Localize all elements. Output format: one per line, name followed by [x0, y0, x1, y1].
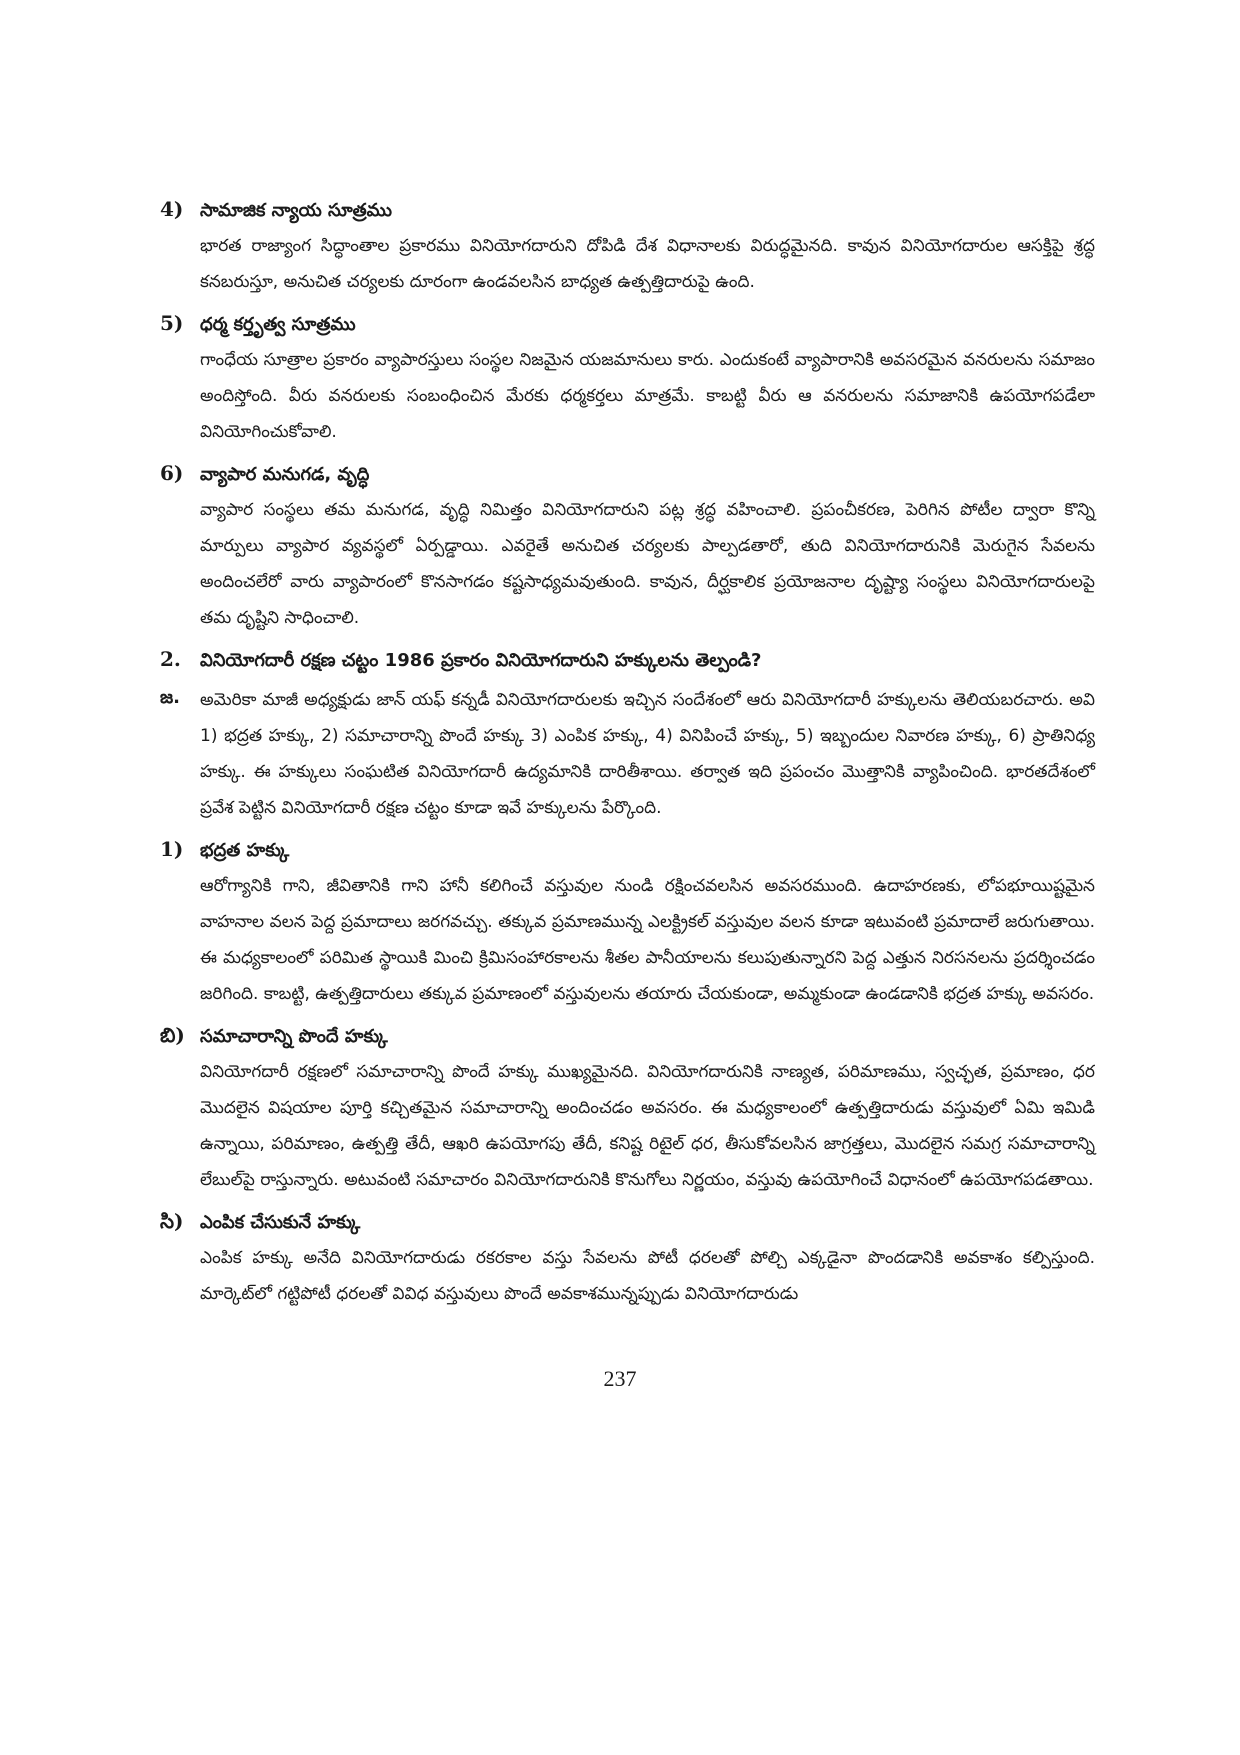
section-heading-right-to-safety: [160, 834, 1095, 866]
section-body: వినియోగదారీ రక్షణలో సమాచారాన్ని పొందే హక్కు ముఖ్యమైనది. వినియోగదారునికి నాణ్యత, పరిమాణము, స్వచ్ఛత, ప్రమాణం, ధర మొదలైన విషయాల పూర్తి కచ్చితమైన సమాచారాన్ని అందించడం అవసరం. ఈ మధ్యకాలంలో ఉత్పత్తిదారుడు వస్తువులో ఏమి ఇమిడి ఉన్నాయి, పరిమాణం, ఉత్పత్తి తేదీ, ఆఖరి ఉపయోగపు తేదీ, కనిష్ట రిటైల్ ధర, తీసుకోవలసిన జాగ్రత్తలు, మొదలైన సమగ్ర సమాచారాన్ని లేబుల్‌పై రాస్తున్నారు. అటువంటి సమాచారం వినియోగదారునికి కొనుగోలు నిర్ణయం, వస్తువు ఉపయోగించే విధానంలో ఉపయోగపడతాయి.: [200, 1062, 1095, 1190]
section-title: భద్రత హక్కు: [200, 840, 290, 861]
section-heading-business-survival: [160, 458, 1095, 490]
question-number: 2.: [160, 647, 181, 671]
question-heading: [160, 644, 1095, 676]
page-content: [160, 186, 1095, 1312]
section-body: వ్యాపార సంస్థలు తమ మనుగడ, వృద్ధి నిమిత్తం వినియోగదారుని పట్ల శ్రద్ధ వహించాలి. ప్రపంచీకరణ, పెరిగిన పోటీల ద్వారా కొన్ని మార్పులు వ్యాపార వ్యవస్థలో ఏర్పడ్డాయి. ఎవరైతే అనుచిత చర్యలకు పాల్పడతారో, తుది వినియోగదారునికి మెరుగైన సేవలను అందించలేరో వారు వ్యాపారంలో కొనసాగడం కష్టసాధ్యమవుతుంది. కావున, దీర్ఘకాలిక ప్రయోజనాల దృష్ట్యా సంస్థలు వినియోగదారులపై తమ దృష్టిని సాధించాలి.: [200, 500, 1095, 628]
answer-block: [160, 680, 1095, 826]
section-title: ధర్మ కర్తృత్వ సూత్రము: [200, 314, 356, 335]
section-title: సామాజిక న్యాయ సూత్రము: [200, 200, 392, 221]
section-heading-right-to-choose: [160, 1206, 1095, 1238]
section-number: 6): [160, 461, 184, 485]
question-text: వినియోగదారీ రక్షణ చట్టం 1986 ప్రకారం వినియోగదారుని హక్కులను తెల్పండి?: [200, 650, 762, 671]
section-title: వ్యాపార మనుగడ, వృద్ధి: [200, 464, 370, 485]
section-number: 5): [160, 311, 184, 335]
section-body: ఆరోగ్యానికి గాని, జీవితానికి గాని హానీ కలిగించే వస్తువుల నుండి రక్షించవలసిన అవసరముంది. ఉదాహరణకు, లోపభూయిష్టమైన వాహనాల వలన పెద్ద ప్రమాదాలు జరగవచ్చు. తక్కువ ప్రమాణమున్న ఎలక్ట్రికల్ వస్తువుల వలన కూడా ఇటువంటి ప్రమాదాలే జరుగుతాయి. ఈ మధ్యకాలంలో పరిమిత స్థాయికి మించి క్రిమిసంహారకాలను శీతల పానీయాలను కలుపుతున్నారని పెద్ద ఎత్తున నిరసనలను ప్రదర్శించడం జరిగింది. కాబట్టి, ఉత్పత్తిదారులు తక్కువ ప్రమాణంలో వస్తువులను తయారు చేయకుండా, అమ్మకుండా ఉండడానికి భద్రత హక్కు అవసరం.: [200, 876, 1095, 1004]
section-body: భారత రాజ్యాంగ సిద్ధాంతాల ప్రకారము వినియోగదారుని దోపిడి దేశ విధానాలకు విరుద్ధమైనది. కావున వినియోగదారుల ఆసక్తిపై శ్రద్ధ కనబరుస్తూ, అనుచిత చర్యలకు దూరంగా ఉండవలసిన బాధ్యత ఉత్పత్తిదారుపై ఉంది.: [200, 236, 1095, 292]
section-heading-trusteeship: [160, 308, 1095, 340]
section-title: ఎంపిక చేసుకునే హక్కు: [200, 1212, 361, 1233]
section-number: 1): [160, 837, 184, 861]
answer-text: అమెరికా మాజీ అధ్యక్షుడు జాన్ యఫ్ కన్నడీ వినియోగదారులకు ఇచ్చిన సందేశంలో ఆరు వినియోగదారీ హక్కులను తెలియబరచారు. అవి 1) భద్రత హక్కు, 2) సమాచారాన్ని పొందే హక్కు 3) ఎంపిక హక్కు, 4) వినిపించే హక్కు, 5) ఇబ్బందుల నివారణ హక్కు, 6) ప్రాతినిధ్య హక్కు. ఈ హక్కులు సంఘటిత వినియోగదారీ ఉద్యమానికి దారితీశాయి. తర్వాత ఇది ప్రపంచం మొత్తానికి వ్యాపించింది. భారతదేశంలో ప్రవేశ పెట్టిన వినియోగదారీ రక్షణ చట్టం కూడా ఇవే హక్కులను పేర్కొంది.: [200, 690, 1095, 818]
section-number: సి): [160, 1209, 184, 1233]
section-body: గాంధేయ సూత్రాల ప్రకారం వ్యాపారస్తులు సంస్థల నిజమైన యజమానులు కారు. ఎందుకంటే వ్యాపారానికి అవసరమైన వనరులను సమాజం అందిస్తోంది. వీరు వనరులకు సంబంధించిన మేరకు ధర్మకర్తలు మాత్రమే. కాబట్టి వీరు ఆ వనరులను సమాజానికి ఉపయోగపడేలా వినియోగించుకోవాలి.: [200, 350, 1095, 442]
section-number: బి): [160, 1023, 185, 1047]
section-body: ఎంపిక హక్కు అనేది వినియోగదారుడు రకరకాల వస్తు సేవలను పోటీ ధరలతో పోల్చి ఎక్కడైనా పొందడానికి అవకాశం కల్పిస్తుంది. మార్కెట్‌లో గట్టిపోటీ ధరలతో వివిధ వస్తువులు పొందే అవకాశమున్నప్పుడు వినియోగదారుడు: [200, 1248, 1095, 1304]
section-number: 4): [160, 197, 184, 221]
section-title: సమాచారాన్ని పొందే హక్కు: [200, 1026, 388, 1047]
section-heading-social-justice: [160, 194, 1095, 226]
answer-label: జ.: [160, 687, 180, 708]
page-number: 237: [603, 1366, 637, 1391]
section-heading-right-to-information: [160, 1020, 1095, 1052]
